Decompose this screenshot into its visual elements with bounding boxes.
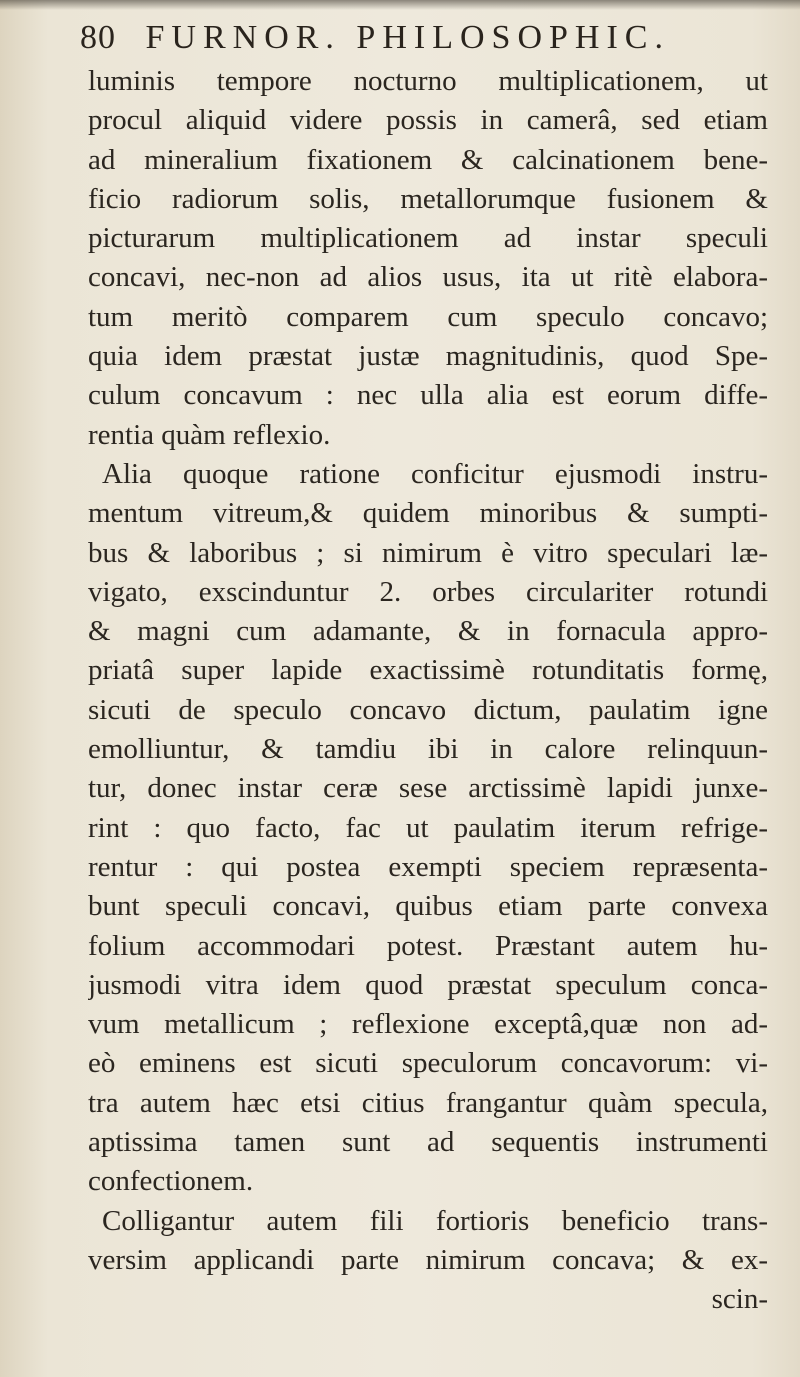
text-line: bunt speculi concavi, quibus etiam parte convexa <box>88 890 768 923</box>
text-line: emolliuntur, & tamdiu ibi in calore relinquun- <box>88 733 768 766</box>
text-line: bus & laboribus ; si nimirum è vitro speculari læ- <box>88 536 768 569</box>
text-line: tum meritò comparem cum speculo concavo; <box>88 300 768 333</box>
page-number: 80 <box>80 19 116 56</box>
text-line: vigato, exscinduntur 2. orbes circulariter rotundi <box>88 575 768 608</box>
text-line: ficio radiorum solis, metallorumque fusionem & <box>88 182 768 215</box>
running-title: FURNOR. PHILOSOPHIC. <box>145 19 670 56</box>
catchword: scin- <box>711 1283 768 1316</box>
text-line: eò eminens est sicuti speculorum concavorum: vi- <box>88 1047 768 1080</box>
text-line: jusmodi vitra idem quod præstat speculum conca- <box>88 968 768 1001</box>
text-line: Colligantur autem fili fortioris beneficio trans- <box>102 1204 768 1237</box>
text-line: sicuti de speculo concavo dictum, paulatim igne <box>88 693 768 726</box>
text-line: vum metallicum ; reflexione exceptâ,quæ non ad- <box>88 1008 768 1041</box>
text-line: confectionem. <box>88 1165 254 1198</box>
text-line: Alia quoque ratione conficitur ejusmodi instru- <box>102 457 768 490</box>
text-line: & magni cum adamante, & in fornacula appro- <box>88 615 768 648</box>
text-line: quia idem præstat justæ magnitudinis, quod Spe- <box>88 340 768 373</box>
text-line: rentur : qui postea exempti speciem repræsenta- <box>88 850 768 883</box>
text-line: concavi, nec-non ad alios usus, ita ut ritè elabora- <box>88 261 768 294</box>
text-line: priatâ super lapide exactissimè rotunditatis formę, <box>88 654 768 687</box>
running-header <box>80 18 760 58</box>
text-line: luminis tempore nocturno multiplicationem, ut <box>88 65 768 97</box>
text-line: tra autem hæc etsi citius frangantur quàm specula, <box>88 1086 768 1119</box>
text-line: tur, donec instar ceræ sese arctissimè lapidi junxe- <box>88 772 768 805</box>
text-line: culum concavum : nec ulla alia est eorum diffe- <box>88 379 768 412</box>
text-line: folium accommodari potest. Præstant autem hu- <box>88 929 768 962</box>
text-line: ad mineralium fixationem & calcinationem bene- <box>88 143 768 176</box>
text-line: picturarum multiplicationem ad instar speculi <box>88 222 768 255</box>
text-line: mentum vitreum,& quidem minoribus & sumpti- <box>88 497 768 530</box>
text-line: aptissima tamen sunt ad sequentis instrumenti <box>88 1126 768 1159</box>
text-line: procul aliquid videre possis in camerâ, sed etiam <box>88 104 768 137</box>
text-line: rentia quàm reflexio. <box>88 418 331 451</box>
body-text <box>88 62 768 1320</box>
page-edge-shadow <box>0 0 800 10</box>
text-line: rint : quo facto, fac ut paulatim iterum refrige- <box>88 811 768 844</box>
text-line: versim applicandi parte nimirum concava; & ex- <box>88 1243 768 1276</box>
